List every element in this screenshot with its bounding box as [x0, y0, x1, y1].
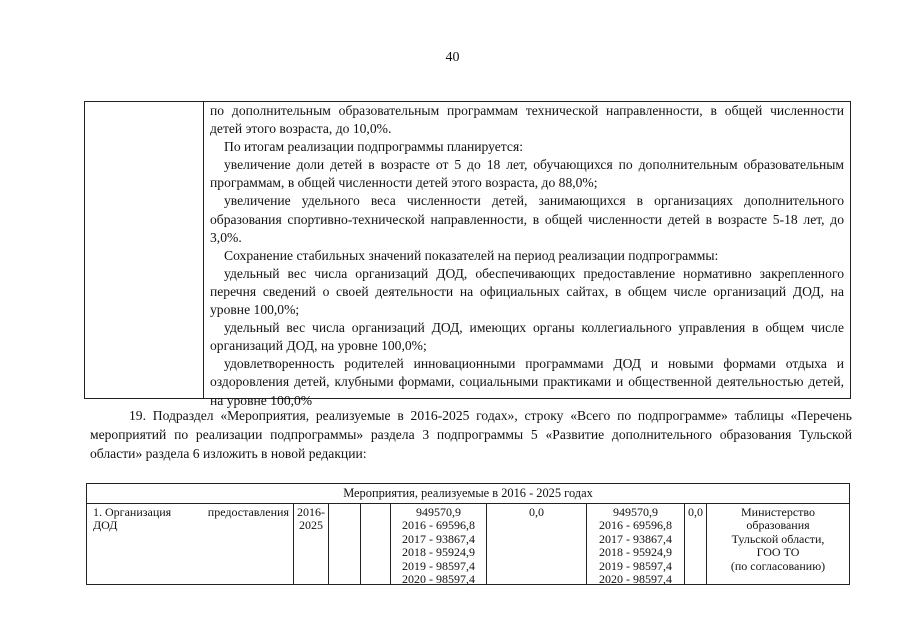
year-value: 2020 - 98597,4: [402, 572, 475, 587]
local-budget-cell: [685, 504, 707, 584]
total-value: 949570,9: [613, 505, 658, 519]
executor-line: (по согласованию): [730, 558, 826, 573]
indicator-paragraph: удельный вес числа организаций ДОД, имеющих органы коллегиального управления в общем числе организаций ДОД, на уровне 100,0%;: [210, 320, 844, 354]
executor-line: Министерство: [741, 505, 815, 519]
federal-budget-cell: [487, 504, 587, 584]
table-row: [87, 504, 849, 587]
executor-line: ГОО ТО: [756, 545, 800, 560]
year-value: 2017 - 93867,4: [402, 531, 475, 546]
amendment-paragraph: 19. Подраздел «Мероприятия, реализуемые в 2016-2025 годах», строку «Всего по подпрограмме» таблицы «Перечень мероприятий по реализации подпрограммы» раздела 3 подпрограммы 5 «Развитие дополнительного образования Тульской области» раздела 6 изложить в новой редакции:: [90, 408, 852, 461]
blank-cell: [329, 504, 361, 584]
total-value: 949570,9: [416, 505, 461, 519]
executor-line: образования: [746, 518, 810, 533]
total-cell: [391, 504, 487, 587]
period-cell: [294, 504, 329, 584]
table-label-column: [85, 102, 204, 398]
cell-value: 0,0: [688, 505, 703, 519]
event-name-part: 1. Организация: [93, 505, 172, 519]
year-value: 2018 - 95924,9: [402, 545, 475, 560]
event-name-part: предоставления: [207, 505, 289, 519]
events-table-header: Мероприятия, реализуемые в 2016 - 2025 годах: [87, 484, 849, 504]
event-name-part: ДОД: [93, 518, 118, 533]
year-value: 2016 - 69596,8: [599, 518, 672, 533]
indicator-paragraph: По итогам реализации подпрограммы планируется:: [224, 139, 523, 155]
amendment-paragraph-block: [90, 406, 852, 463]
executor-cell: [707, 504, 849, 584]
year-value: 2016 - 69596,8: [402, 518, 475, 533]
events-table: [86, 483, 850, 585]
indicator-paragraph: Сохранение стабильных значений показателей на период реализации подпрограммы:: [224, 247, 719, 263]
indicator-paragraph: увеличение доли детей в возрасте от 5 до 18 лет, обучающихся по дополнительным образовательным программам, в общей численности детей этого возраста, до 88,0%;: [210, 157, 844, 191]
year-value: 2017 - 93867,4: [599, 531, 672, 546]
indicator-paragraph: по дополнительным образовательным программам технической направленности, в общей численности детей этого возраста, до 10,0%.: [210, 103, 844, 137]
indicator-paragraph: удельный вес числа организаций ДОД, обеспечивающих предоставление нормативно закрепленного перечня сведений о своей деятельности на официальных сайтах, в общем числе организаций ДОД, на уровне 100,0%;: [210, 265, 844, 318]
indicator-paragraph: удовлетворенность родителей инновационными программами ДОД и новыми формами отдыха и оздоровления детей, клубными формами, социальными практиками и общественной деятельностью детей, на уровне 100,0%: [210, 356, 844, 408]
year-value: 2019 - 98597,4: [599, 558, 672, 573]
year-value: 2020 - 98597,4: [599, 572, 672, 587]
program-indicators-table: [84, 101, 851, 408]
blank-cell: [361, 504, 391, 584]
regional-budget-cell: [587, 504, 685, 587]
page-number: 40: [445, 50, 460, 65]
cell-value: 0,0: [529, 505, 544, 519]
indicator-paragraph: увеличение удельного веса численности детей, занимающихся в организациях дополнительного образования спортивно-технической направленности, в общей численности детей в возрасте 5-18 лет, до 3,0%.: [210, 193, 844, 245]
executor-line: Тульской области,: [731, 531, 825, 546]
event-name-cell: [87, 504, 294, 584]
period-line: 2016-: [297, 505, 325, 519]
period-line: 2025: [299, 518, 323, 533]
year-value: 2018 - 95924,9: [599, 545, 672, 560]
table-text-column: [204, 102, 850, 410]
year-value: 2019 - 98597,4: [402, 558, 475, 573]
